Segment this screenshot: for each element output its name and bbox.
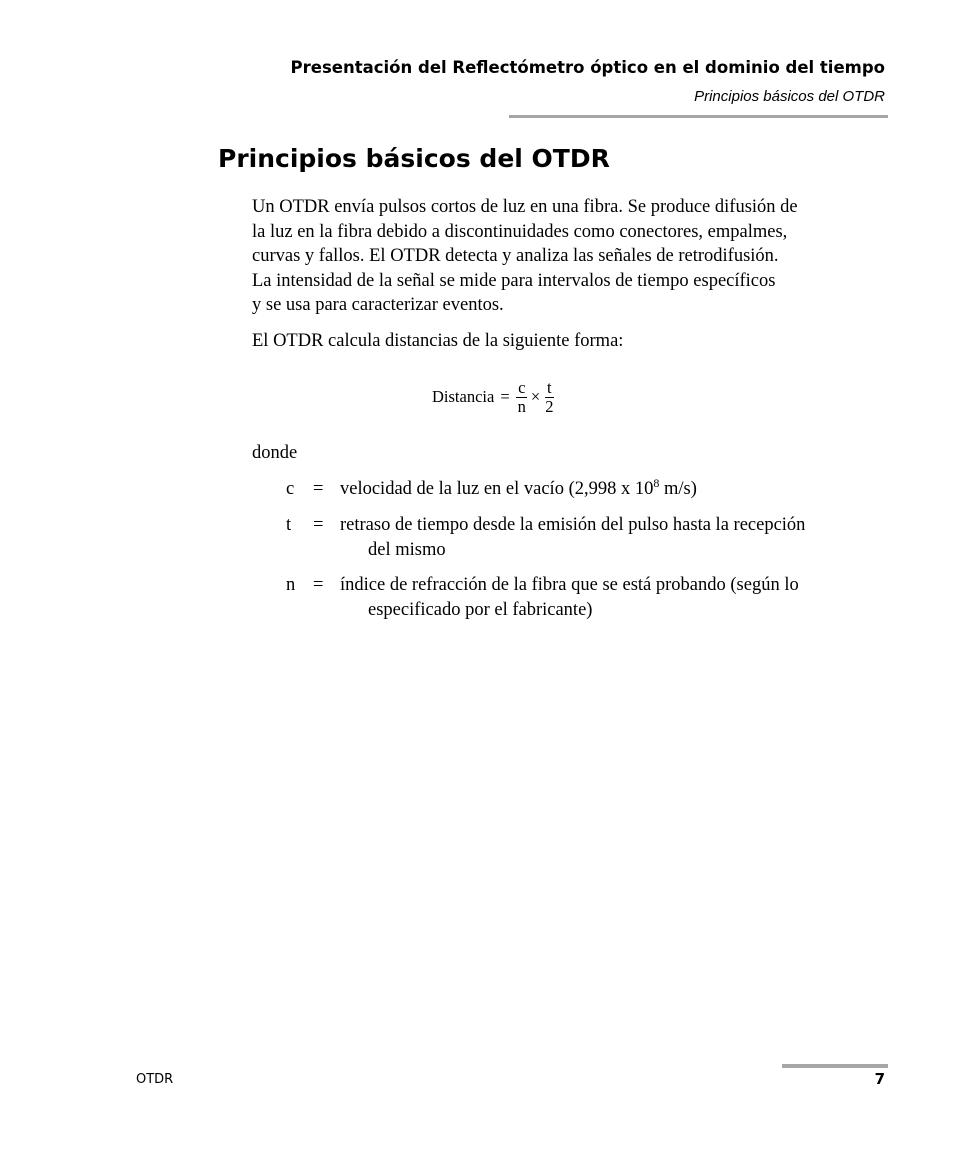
formula-times: × <box>530 387 541 406</box>
definition-equals: = <box>313 479 324 499</box>
footer-product-name: OTDR <box>136 1072 174 1087</box>
intro-line: Un OTDR envía pulsos cortos de luz en una fibra. Se produce difusión de <box>252 197 798 217</box>
definition-symbol: c <box>286 479 295 499</box>
fraction-numerator: t <box>547 377 552 397</box>
definition-continuation: del mismo <box>368 539 446 560</box>
section-heading: Principios básicos del OTDR <box>218 144 610 173</box>
definition-continuation: especificado por el fabricante) <box>368 599 593 620</box>
definition-text-main: velocidad de la luz en el vacío (2,998 x 10 <box>340 479 654 499</box>
intro-line: curvas y fallos. El OTDR detecta y analiza las señales de retrodifusión. <box>252 246 779 266</box>
fraction-numerator: c <box>518 377 526 397</box>
running-header-title: Presentación del Reflectómetro óptico en el dominio del tiempo <box>290 58 885 77</box>
fraction-denominator: 2 <box>545 396 554 416</box>
definition-equals: = <box>313 515 324 535</box>
intro-line: la luz en la fibra debido a discontinuidades como conectores, empalmes, <box>252 221 788 242</box>
exponent: 8 <box>653 476 660 490</box>
distance-intro-paragraph: El OTDR calcula distancias de la siguiente forma: <box>252 331 624 351</box>
where-label: donde <box>252 443 298 463</box>
fraction-t-over-2 <box>543 379 555 416</box>
definition-text-end: m/s) <box>659 479 697 499</box>
definition-symbol: n <box>286 575 296 595</box>
formula-equals: = <box>500 387 510 406</box>
definition-text <box>340 477 697 502</box>
running-header-subtitle: Principios básicos del OTDR <box>694 88 885 105</box>
definition-text: retraso de tiempo desde la emisión del pulso hasta la recepción <box>340 515 806 535</box>
intro-paragraph <box>252 195 892 318</box>
fraction-c-over-n <box>516 379 528 416</box>
definition-text: índice de refracción de la fibra que se está probando (según lo <box>340 575 799 595</box>
footer-divider <box>782 1064 888 1068</box>
distance-formula <box>432 374 555 420</box>
intro-line: y se usa para caracterizar eventos. <box>252 295 504 315</box>
header-divider <box>509 115 888 118</box>
definition-equals: = <box>313 575 324 595</box>
definition-symbol: t <box>286 515 292 535</box>
fraction-denominator: n <box>517 396 526 416</box>
intro-line: La intensidad de la señal se mide para intervalos de tiempo específicos <box>252 270 776 291</box>
page-number: 7 <box>874 1070 885 1088</box>
formula-label: Distancia <box>432 387 495 406</box>
